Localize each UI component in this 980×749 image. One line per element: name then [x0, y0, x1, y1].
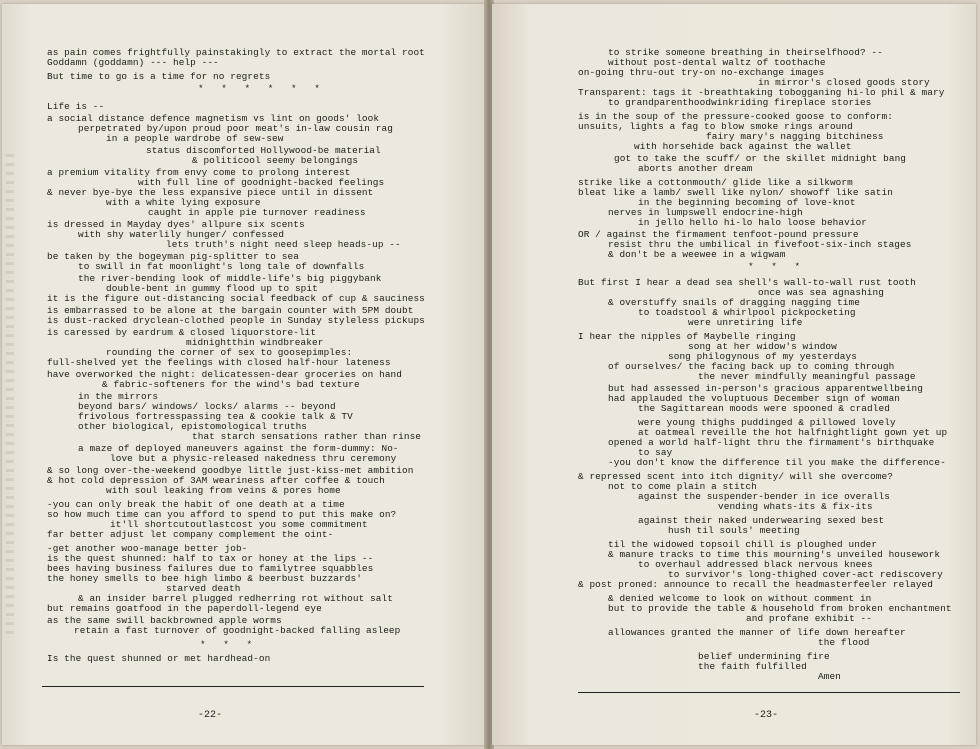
poem-line: retain a fast turnover of goodnight-backed falling asleep — [74, 625, 401, 636]
left-page-rule — [42, 686, 424, 687]
poem-line: against the suspender-bender in ice overalls — [638, 491, 890, 502]
poem-line: in a people wardrobe of sew-sew — [106, 133, 284, 144]
poem-line: status discomforted Hollywood-be material — [146, 145, 381, 156]
poem-line: in mirror's closed goods story — [758, 77, 930, 88]
poem-line: on-going thru-out try-on no-exchange images — [578, 67, 825, 78]
poem-line: got to take the scuff/ or the skillet midnight bang — [614, 153, 907, 164]
poem-line: & manure tracks to time this mourning's unveiled housework — [608, 549, 941, 560]
right-page — [492, 4, 976, 745]
poem-line: midnightthin windbreaker — [186, 337, 324, 348]
poem-line: with soul leaking from veins & pores home — [106, 485, 341, 496]
poem-line: But first I hear a dead sea shell's wall-to-wall rust tooth — [578, 277, 916, 288]
poem-line: & politicool seemy belongings — [192, 155, 359, 166]
poem-line: Transparent: tags it -breathtaking tobogganing hi-lo phil & mary — [578, 87, 945, 98]
poem-line: were unretiring life — [688, 317, 803, 328]
poem-line: hush til souls' meeting — [668, 525, 800, 536]
poem-line: & denied welcome to look on without comment in — [608, 593, 872, 604]
poem-line: to survivor's long-thighed cover-act rediscovery — [668, 569, 943, 580]
poem-line: & overstuffy snails of dragging nagging time — [608, 297, 860, 308]
poem-line: the flood — [818, 637, 870, 648]
poem-line: unsuits, lights a fag to blow smoke rings around — [578, 121, 853, 132]
poem-line: a maze of deployed maneuvers against the form-dummy: No- — [78, 443, 399, 454]
poem-line: of ourselves/ the facing back up to coming through — [608, 361, 895, 372]
poem-line: & so long over-the-weekend goodbye little just-kiss-met ambition — [47, 465, 414, 476]
poem-line: allowances granted the manner of life down hereafter — [608, 627, 906, 638]
poem-line: double-bent in gummy flood up to spit — [106, 283, 318, 294]
poem-line: far better adjust let company complement the oint- — [47, 529, 334, 540]
poem-line: and profane exhibit -- — [746, 613, 872, 624]
poem-line: bees having business failures due to familytree squabbles — [47, 563, 374, 574]
poem-line: Is the quest shunned or met hardhead-on — [47, 653, 271, 664]
poem-line: to swill in fat moonlight's long tale of downfalls — [78, 261, 365, 272]
poem-line: with shy waterlily hunger/ confessed — [78, 229, 285, 240]
poem-line: to overhaul addressed black nervous knees — [638, 559, 873, 570]
poem-line: the honey smells to bee high limbo & beerbust buzzards' — [47, 573, 362, 584]
poem-line: is dust-racked dryclean-clothed people in Sunday styleless pickups — [47, 315, 425, 326]
poem-line: with horsehide back against the wallet — [634, 141, 852, 152]
poem-line: til the widowed topsoil chill is ploughed under — [608, 539, 878, 550]
poem-line: the faith fulfilled — [698, 661, 807, 672]
poem-line: frivolous fortresspassing tea & cookie talk & TV — [78, 411, 353, 422]
poem-line: the never mindfully meaningful passage — [698, 371, 916, 382]
poem-line: once was sea agnashing — [758, 287, 884, 298]
poem-line: & don't be a weewee in a wigwam — [608, 249, 786, 260]
poem-line: is caressed by eardrum & closed liquorstore-lit — [47, 327, 317, 338]
poem-line: & fabric-softeners for the wind's bad texture — [102, 379, 360, 390]
poem-line: caught in apple pie turnover readiness — [148, 207, 366, 218]
poem-line: it'll shortcutoutlastcost you some commitment — [110, 519, 368, 530]
poem-line: vending whats-its & fix-its — [718, 501, 873, 512]
poem-line: a social distance defence magnetism vs lint on goods' look — [47, 113, 380, 124]
poem-line: * * * — [748, 261, 807, 272]
left-page-number: -22- — [198, 710, 223, 721]
poem-line: against their naked underwearing sexed best — [638, 515, 885, 526]
poem-line: is the quest shunned: half to tax or honey at the lips -- — [47, 553, 374, 564]
poem-line: to strike someone breathing in theirselfhood? -- — [608, 47, 883, 58]
poem-line: love but a physic-released nakedness thru ceremony — [110, 453, 397, 464]
poem-line: & an insider barrel plugged redherring rot without salt — [78, 593, 393, 604]
poem-line: song at her widow's window — [688, 341, 837, 352]
poem-line: & hot cold depression of 3AM weariness after coffee & touch — [47, 475, 385, 486]
poem-line: in jello hello hi-lo halo loose behavior — [638, 217, 868, 228]
poem-line: I hear the nipples of Maybelle ringing — [578, 331, 796, 342]
poem-line: & repressed scent into itch dignity/ will she overcome? — [578, 471, 893, 482]
poem-line: -you don't know the difference til you make the difference- — [608, 457, 946, 468]
left-page — [2, 4, 486, 745]
poem-line: as pain comes frightfully painstakingly to extract the mortal root — [47, 47, 425, 58]
poem-line: not to come plain a stitch — [608, 481, 757, 492]
poem-line: beyond bars/ windows/ locks/ alarms -- beyond — [78, 401, 336, 412]
poem-line: OR / against the firmament tenfoot-pound pressure — [578, 229, 859, 240]
poem-line: & post proned: announce to recall the headmasterfeeler relayed — [578, 579, 934, 590]
poem-line: so how much time can you afford to spend to put this make on? — [47, 509, 397, 520]
poem-line: with full line of goodnight-backed feelings — [138, 177, 385, 188]
poem-line: Life is -- — [47, 101, 105, 112]
poem-line: other biological, epistomological truths — [78, 421, 308, 432]
poem-line: in the beginning becoming of love-knot — [638, 197, 856, 208]
poem-line: but remains goatfood in the paperdoll-legend eye — [47, 603, 322, 614]
poem-line: have overworked the night: delicatessen-dear groceries on hand — [47, 369, 403, 380]
poem-line: rounding the corner of sex to goosepimples: — [106, 347, 353, 358]
poem-line: a premium vitality from envy come to prolong interest — [47, 167, 351, 178]
right-page-text — [492, 4, 976, 745]
poem-line: strike like a cottonmouth/ glide like a silkworm — [578, 177, 853, 188]
left-page-text — [2, 4, 486, 745]
poem-line: But time to go is a time for no regrets — [47, 71, 271, 82]
poem-line: Goddamn (goddamn) --- help --- — [47, 57, 219, 68]
poem-line: bleat like a lamb/ swell like nylon/ showoff like satin — [578, 187, 893, 198]
poem-line: Amen — [818, 671, 841, 682]
poem-line: -get another woo-manage better job- — [47, 543, 248, 554]
poem-line: but had assessed in-person's gracious apparentwellbeing — [608, 383, 923, 394]
poem-line: starved death — [166, 583, 241, 594]
poem-line: the river-bending look of middle-life's big piggybank — [78, 273, 382, 284]
poem-line: -you can only break the habit of one death at a time — [47, 499, 345, 510]
poem-line: be taken by the bogeyman pig-splitter to sea — [47, 251, 299, 262]
poem-line: to grandparenthoodwinkriding fireplace stories — [608, 97, 872, 108]
poem-line: is in the soup of the pressure-cooked goose to conform: — [578, 111, 893, 122]
poem-line: fairy mary's nagging bitchiness — [706, 131, 884, 142]
poem-line: full-shelved yet the feelings with closed half-hour lateness — [47, 357, 391, 368]
poem-line: opened a world half-light thru the firmament's birthquake — [608, 437, 935, 448]
poem-line: resist thru the umbilical in fivefoot-six-inch stages — [608, 239, 912, 250]
poem-line: at oatmeal reveille the hot halfnightlight gown yet up — [638, 427, 948, 438]
poem-line: to toadstool & whirlpool pickpocketing — [638, 307, 856, 318]
poem-line: is embarrassed to be alone at the bargain counter with 5PM doubt — [47, 305, 414, 316]
poem-line: had applauded the voluptuous December sign of woman — [608, 393, 901, 404]
poem-line: is dressed in Mayday dyes' allpure six scents — [47, 219, 305, 230]
poem-line: that starch sensations rather than rinse — [192, 431, 422, 442]
poem-line: but to provide the table & household from broken enchantment — [608, 603, 952, 614]
poem-line: lets truth's night need sleep heads-up -- — [166, 239, 401, 250]
poem-line: song philogynous of my yesterdays — [668, 351, 857, 362]
poem-line: perpetrated by/upon proud poor meat's in-law cousin rag — [78, 123, 393, 134]
poem-line: as the same swill backbrowned apple worms — [47, 615, 282, 626]
poem-line: to say — [638, 447, 673, 458]
poem-line: with a white lying exposure — [106, 197, 261, 208]
poem-line: * * * — [200, 639, 259, 650]
poem-line: without post-dental waltz of toothache — [608, 57, 826, 68]
poem-line: & never bye-bye the less expansive piece until in dissent — [47, 187, 374, 198]
poem-line: belief undermining fire — [698, 651, 830, 662]
poem-line: the Sagittarean moods were spooned & cradled — [638, 403, 890, 414]
right-page-rule — [578, 692, 960, 693]
poem-line: nerves in lumpswell endocrine-high — [608, 207, 803, 218]
poem-line: * * * * * * — [198, 83, 326, 94]
right-page-number: -23- — [754, 710, 779, 721]
poem-line: in the mirrors — [78, 391, 159, 402]
poem-line: aborts another dream — [638, 163, 753, 174]
poem-line: it is the figure out-distancing social feedback of cup & sauciness — [47, 293, 425, 304]
poem-line: were young thighs puddinged & pillowed lovely — [638, 417, 896, 428]
